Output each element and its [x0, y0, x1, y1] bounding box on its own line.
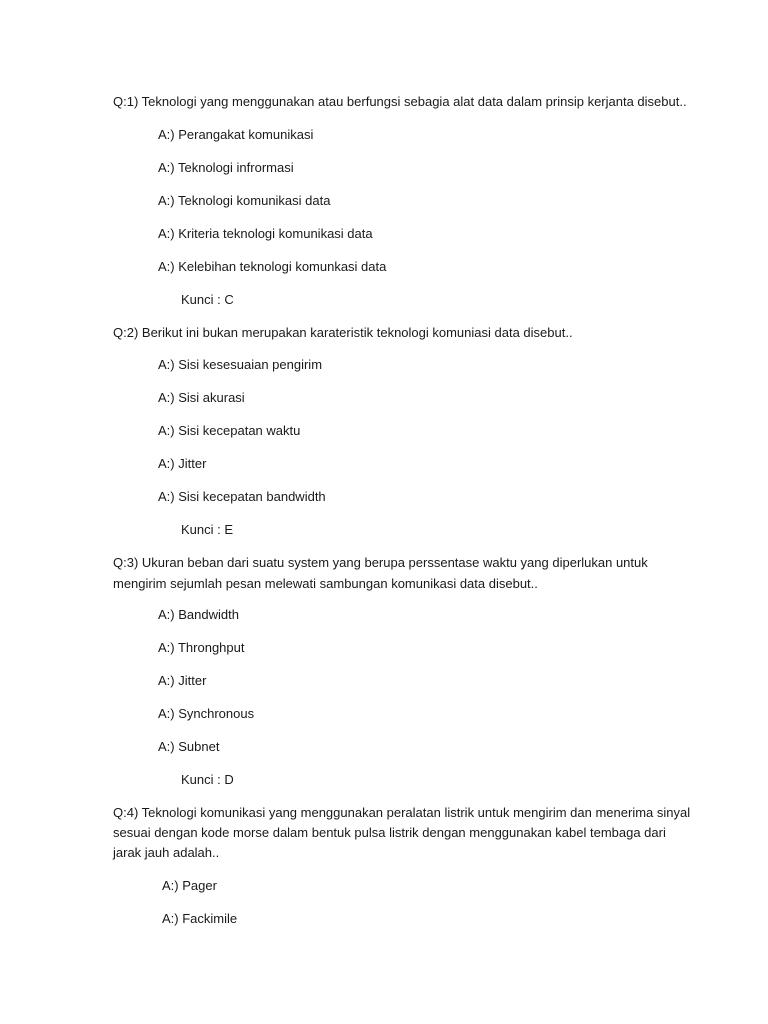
question-3-answer-d: A:) Synchronous: [158, 706, 255, 721]
question-2-answer-b: A:) Sisi akurasi: [158, 390, 245, 405]
question-4-answer-a: A:) Pager: [162, 878, 217, 893]
question-3-answer-e: A:) Subnet: [158, 739, 220, 754]
question-1-key: Kunci : C: [181, 292, 234, 307]
question-1-answer-b: A:) Teknologi infrormasi: [158, 160, 294, 175]
question-1-answer-e: A:) Kelebihan teknologi komunkasi data: [158, 259, 387, 274]
question-1-answer-c: A:) Teknologi komunikasi data: [158, 193, 331, 208]
question-3-answer-b: A:) Thronghput: [158, 640, 245, 655]
question-4-text-line-2: sesuai dengan kode morse dalam bentuk pulsa listrik dengan menggunakan kabel tembaga dari: [113, 825, 666, 840]
question-2-answer-c: A:) Sisi kecepatan waktu: [158, 423, 301, 438]
question-3-answer-c: A:) Jitter: [158, 673, 207, 688]
question-1-answer-a: A:) Perangakat komunikasi: [158, 127, 314, 142]
question-2-answer-d: A:) Jitter: [158, 456, 207, 471]
question-1-answer-d: A:) Kriteria teknologi komunikasi data: [158, 226, 373, 241]
question-2-text: Q:2) Berikut ini bukan merupakan karateristik teknologi komuniasi data disebut..: [113, 325, 573, 340]
question-3-answer-a: A:) Bandwidth: [158, 607, 239, 622]
question-3-text-line-1: Q:3) Ukuran beban dari suatu system yang berupa perssentase waktu yang diperlukan untuk: [113, 555, 648, 570]
question-1-text: Q:1) Teknologi yang menggunakan atau berfungsi sebagia alat data dalam prinsip kerjanta disebut..: [113, 94, 687, 109]
question-4-text-line-3: jarak jauh adalah..: [113, 845, 220, 860]
question-2-answer-e: A:) Sisi kecepatan bandwidth: [158, 489, 326, 504]
question-3-key: Kunci : D: [181, 772, 234, 787]
question-3-text-line-2: mengirim sejumlah pesan melewati sambungan komunikasi data disebut..: [113, 576, 538, 591]
question-2-answer-a: A:) Sisi kesesuaian pengirim: [158, 357, 323, 372]
question-2-key: Kunci : E: [181, 522, 234, 537]
question-4-answer-b: A:) Fackimile: [162, 911, 238, 926]
question-4-text-line-1: Q:4) Teknologi komunikasi yang menggunakan peralatan listrik untuk mengirim dan menerima sinyal: [113, 805, 691, 820]
